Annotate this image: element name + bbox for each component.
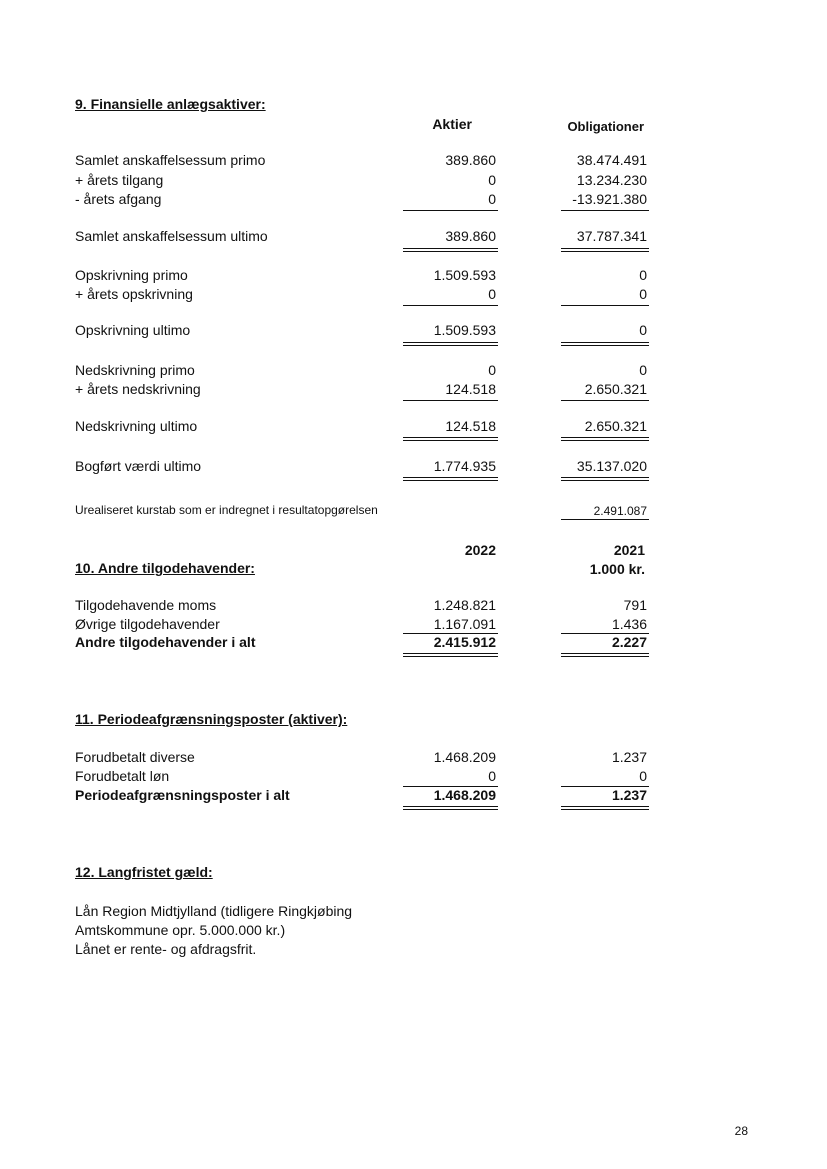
row-value-aktier: 0 — [488, 362, 496, 378]
row-value-aktier: 389.860 — [445, 152, 496, 168]
double-rule — [561, 477, 649, 478]
row-label: Urealiseret kurstab som er indregnet i resultatopgørelsen — [75, 503, 378, 517]
row-label: Tilgodehavende moms — [75, 597, 217, 613]
row-value-obligationer: 0 — [639, 267, 647, 283]
double-rule — [403, 437, 498, 438]
row-label: Samlet anskaffelsessum ultimo — [75, 228, 268, 244]
row-value-aktier: 1.509.593 — [433, 267, 496, 283]
double-rule — [403, 342, 498, 343]
row-value-aktier: 0 — [488, 191, 496, 207]
row-label: - årets afgang — [75, 191, 162, 207]
col-header-aktier: Aktier — [432, 116, 472, 132]
row-label: Forudbetalt løn — [75, 768, 170, 784]
row-label: Øvrige tilgodehavender — [75, 616, 220, 632]
col-header-obligationer: Obligationer — [567, 119, 644, 134]
double-rule — [561, 248, 649, 249]
double-rule — [403, 477, 498, 478]
row-value-aktier: 0 — [488, 172, 496, 188]
col-unit: 1.000 kr. — [589, 561, 645, 577]
note-9-title: 9. Finansielle anlægsaktiver: — [75, 96, 266, 112]
row-value-2021: 0 — [639, 768, 647, 784]
row-value-aktier: 389.860 — [445, 228, 496, 244]
underline-rule — [403, 400, 498, 401]
underline-rule — [561, 305, 649, 306]
row-label: Nedskrivning primo — [75, 362, 195, 378]
underline-rule — [561, 519, 649, 520]
row-value-2022: 1.167.091 — [433, 616, 496, 632]
row-value-obligationer: 35.137.020 — [576, 458, 647, 474]
col-header-2021: 2021 — [613, 542, 645, 558]
double-rule — [561, 345, 649, 346]
double-rule — [561, 440, 649, 441]
underline-rule — [403, 210, 498, 211]
row-value-aktier: 0 — [488, 286, 496, 302]
total-label: Andre tilgodehavender i alt — [75, 634, 256, 650]
row-value-obligationer: 13.234.230 — [576, 172, 647, 188]
note-11-title: 11. Periodeafgrænsningsposter (aktiver): — [75, 711, 348, 727]
underline-rule — [561, 400, 649, 401]
row-value-obligationer: 38.474.491 — [576, 152, 647, 168]
total-value-2022: 2.415.912 — [433, 634, 496, 650]
double-rule — [403, 345, 498, 346]
row-value-obligationer: 0 — [639, 286, 647, 302]
note-12-line: Lån Region Midtjylland (tidligere Ringkjøbing — [75, 903, 353, 919]
note-12-title: 12. Langfristet gæld: — [75, 864, 213, 880]
row-label: Opskrivning ultimo — [75, 322, 191, 338]
col-header-2022: 2022 — [464, 542, 496, 558]
double-rule — [403, 653, 498, 654]
row-value-obligationer: 0 — [639, 362, 647, 378]
row-value-obligationer: 2.650.321 — [584, 381, 647, 397]
total-value-2022: 1.468.209 — [433, 787, 496, 803]
row-label: Nedskrivning ultimo — [75, 418, 198, 434]
double-rule — [561, 809, 649, 810]
row-value-aktier: 1.509.593 — [433, 322, 496, 338]
row-label: Bogført værdi ultimo — [75, 458, 202, 474]
double-rule — [561, 806, 649, 807]
double-rule — [561, 653, 649, 654]
underline-rule — [403, 305, 498, 306]
double-rule — [561, 656, 649, 657]
row-label: + årets tilgang — [75, 172, 164, 188]
total-value-2021: 2.227 — [611, 634, 647, 650]
row-value-obligationer: -13.921.380 — [572, 191, 647, 207]
row-value-2021: 791 — [623, 597, 647, 613]
page-number: 28 — [734, 1124, 748, 1138]
row-value-2021: 1.237 — [611, 749, 647, 765]
row-label: Forudbetalt diverse — [75, 749, 195, 765]
underline-rule — [561, 210, 649, 211]
double-rule — [403, 248, 498, 249]
double-rule — [561, 342, 649, 343]
row-value-2021: 1.436 — [611, 616, 647, 632]
double-rule — [403, 440, 498, 441]
row-value-2022: 1.468.209 — [433, 749, 496, 765]
row-label: Opskrivning primo — [75, 267, 188, 283]
row-label: Samlet anskaffelsessum primo — [75, 152, 266, 168]
note-10-title: 10. Andre tilgodehavender: — [75, 560, 255, 576]
double-rule — [403, 480, 498, 481]
row-label: + årets opskrivning — [75, 286, 193, 302]
double-rule — [403, 809, 498, 810]
row-value-2022: 0 — [488, 768, 496, 784]
double-rule — [561, 251, 649, 252]
double-rule — [403, 806, 498, 807]
double-rule — [561, 480, 649, 481]
row-label: + årets nedskrivning — [75, 381, 201, 397]
row-value-obligationer: 0 — [639, 322, 647, 338]
total-label: Periodeafgrænsningsposter i alt — [75, 787, 290, 803]
double-rule — [561, 437, 649, 438]
row-value-2022: 1.248.821 — [433, 597, 496, 613]
double-rule — [403, 251, 498, 252]
row-value-aktier: 124.518 — [445, 418, 496, 434]
row-value-aktier: 1.774.935 — [433, 458, 496, 474]
total-value-2021: 1.237 — [611, 787, 647, 803]
note-12-line: Amtskommune opr. 5.000.000 kr.) — [75, 922, 286, 938]
row-value-obligationer: 2.650.321 — [584, 418, 647, 434]
row-value-obligationer: 37.787.341 — [576, 228, 647, 244]
note-12-line: Lånet er rente- og afdragsfrit. — [75, 941, 257, 957]
row-value-aktier: 124.518 — [445, 381, 496, 397]
row-value-obligationer: 2.491.087 — [593, 504, 647, 518]
double-rule — [403, 656, 498, 657]
